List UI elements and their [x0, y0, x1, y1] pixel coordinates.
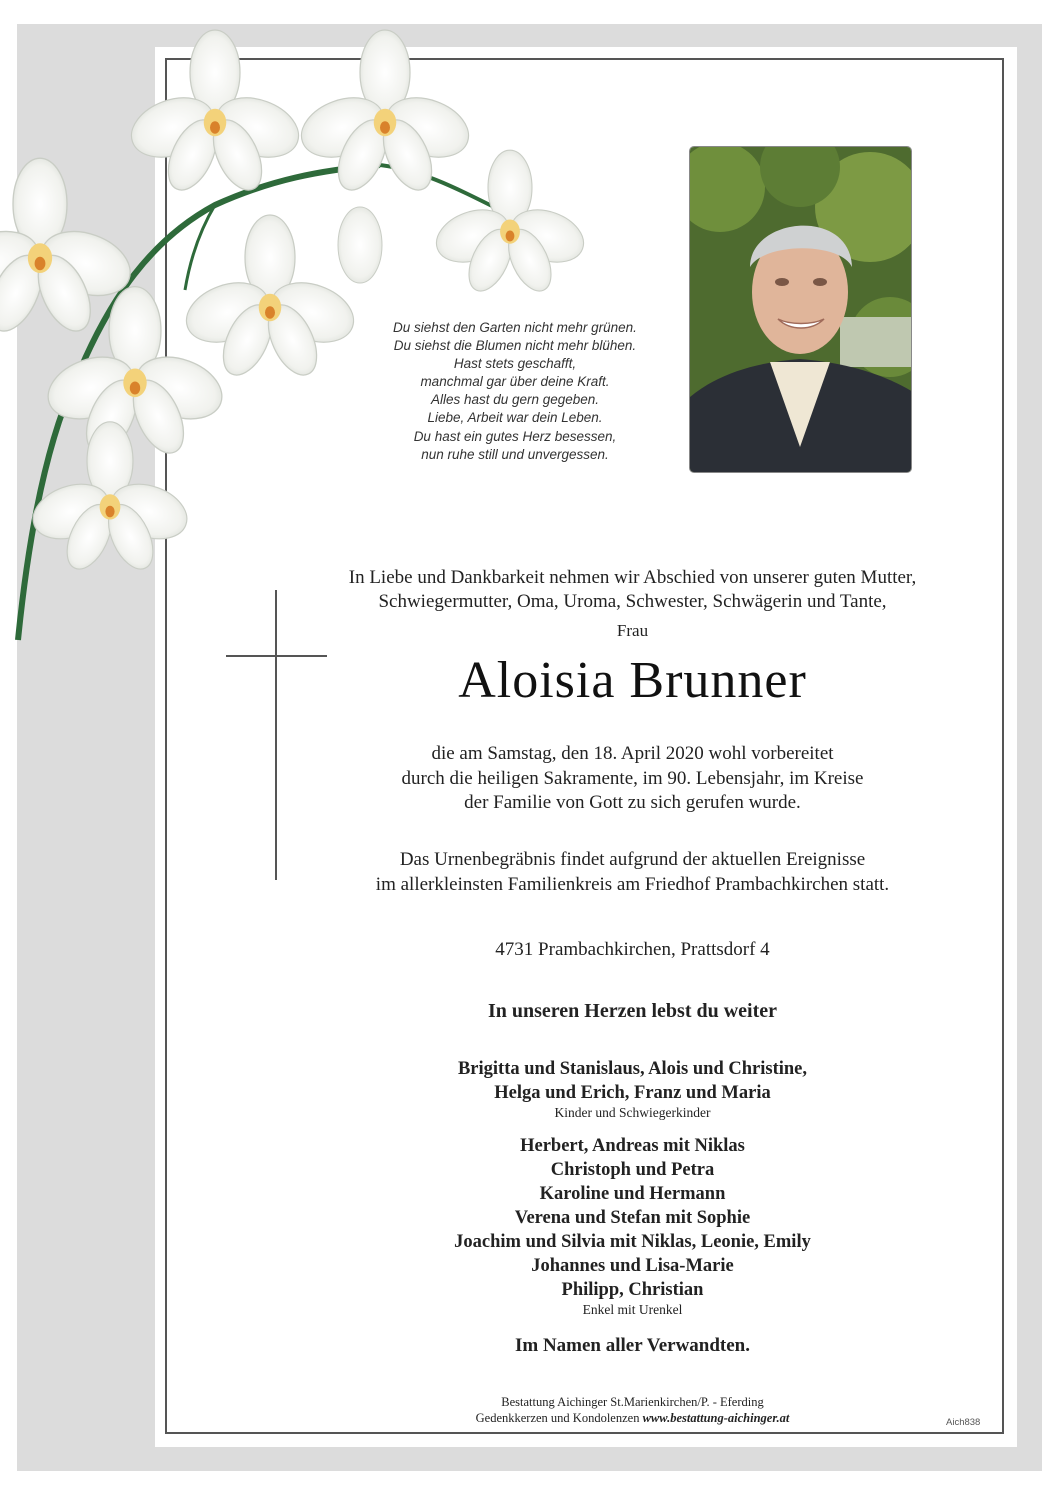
- poem-line: manchmal gar über deine Kraft.: [420, 374, 610, 390]
- poem-line: Du siehst den Garten nicht mehr grünen.: [393, 320, 637, 335]
- intro-line: In Liebe und Dankbarkeit nehmen wir Abschied von unserer guten Mutter,: [348, 567, 917, 588]
- intro-text: [290, 566, 975, 614]
- children-role: Kinder und Schwiegerkinder: [554, 1105, 711, 1120]
- children-list: [290, 1058, 975, 1121]
- grandchildren-line: Christoph und Petra: [550, 1160, 715, 1180]
- grandchildren-list: [290, 1134, 975, 1318]
- poem-line: Du siehst die Blumen nicht mehr blühen.: [393, 338, 637, 354]
- footer-condolences-label: Gedenkkerzen und Kondolenzen: [475, 1411, 640, 1425]
- burial-line: Das Urnenbegräbnis findet aufgrund der aktuellen Ereignisse: [399, 849, 866, 870]
- grandchildren-line: Johannes und Lisa-Marie: [531, 1256, 734, 1276]
- poem-line: Hast stets geschafft,: [453, 356, 577, 372]
- death-notice-line: die am Samstag, den 18. April 2020 wohl vorbereitet: [431, 743, 834, 764]
- death-notice: [290, 742, 975, 816]
- footer: [290, 1394, 975, 1426]
- children-line: Brigitta und Stanislaus, Alois und Christine,: [457, 1059, 808, 1079]
- poem-line: Du hast ein gutes Herz besessen,: [413, 428, 617, 444]
- grandchildren-role: Enkel mit Urenkel: [582, 1302, 683, 1317]
- death-notice-line: durch die heiligen Sakramente, im 90. Lebensjahr, im Kreise: [401, 767, 864, 789]
- grandchildren-line: Joachim und Silvia mit Niklas, Leonie, Emily: [454, 1232, 811, 1252]
- cross-icon: [275, 590, 277, 880]
- children-line: Helga und Erich, Franz und Maria: [494, 1082, 771, 1103]
- closing-line: Im Namen aller Verwandten.: [514, 1335, 751, 1356]
- poem-line: nun ruhe still und unvergessen.: [421, 446, 609, 462]
- burial-notice: [290, 848, 975, 897]
- portrait-photo: [689, 146, 912, 473]
- grandchildren-line: Verena und Stefan mit Sophie: [514, 1208, 751, 1228]
- grandchildren-line: Karoline und Hermann: [539, 1184, 726, 1204]
- notice-code: Aich838: [946, 1417, 981, 1428]
- grandchildren-line: Philipp, Christian: [561, 1280, 704, 1300]
- deceased-name: Aloisia Brunner: [458, 652, 807, 709]
- poem-line: Alles hast du gern gegeben.: [430, 392, 600, 408]
- poem: [340, 319, 690, 464]
- grandchildren-line: Herbert, Andreas mit Niklas: [520, 1136, 745, 1156]
- motto: In unseren Herzen lebst du weiter: [487, 1000, 778, 1022]
- footer-website-link[interactable]: www.bestattung-aichinger.at: [642, 1411, 790, 1425]
- footer-undertaker: Bestattung Aichinger St.Marienkirchen/P. - Eferding: [501, 1395, 764, 1409]
- salutation: Frau: [616, 621, 649, 640]
- burial-line: im allerkleinsten Familienkreis am Friedhof Prambachkirchen statt.: [375, 873, 890, 895]
- intro-line: Schwiegermutter, Oma, Uroma, Schwester, Schwägerin und Tante,: [378, 591, 887, 612]
- poem-line: Liebe, Arbeit war dein Leben.: [427, 410, 603, 426]
- death-notice-line: der Familie von Gott zu sich gerufen wurde.: [464, 792, 801, 813]
- address: 4731 Prambachkirchen, Prattsdorf 4: [495, 939, 770, 960]
- footer-condolences: [290, 1410, 975, 1426]
